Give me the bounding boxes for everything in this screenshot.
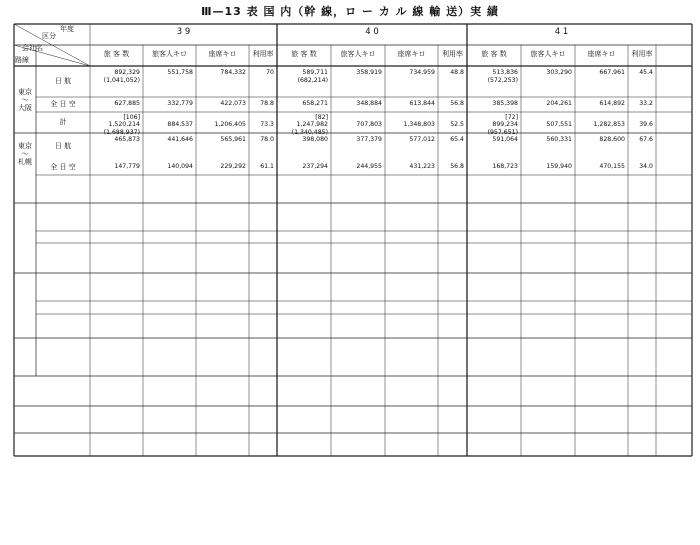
data-cell: 159,940	[546, 163, 572, 170]
data-cell: 204,261	[546, 100, 572, 107]
data-cell: 332,779	[167, 100, 193, 107]
route-label: 路線	[15, 56, 29, 64]
fiscal-year-header: 4 1	[554, 27, 569, 37]
data-cell: 734,959	[409, 69, 435, 76]
company-label: 会社名	[22, 44, 43, 52]
data-cell: 348,884	[356, 100, 382, 107]
route-name: 東京	[18, 142, 32, 150]
kubun-label: 区分	[42, 32, 56, 40]
data-cell: 470,155	[599, 163, 625, 170]
column-header: 旅客人キロ	[530, 50, 566, 58]
data-cell: 56.8	[450, 100, 464, 107]
column-header: 旅客人キロ	[152, 50, 187, 58]
data-cell: 707,803	[356, 121, 382, 128]
data-cell: 377,379	[356, 136, 382, 143]
data-cell: 398,080	[302, 136, 328, 143]
year-label: 年度	[60, 25, 74, 33]
route-name: 〜	[21, 95, 29, 104]
data-cell: 52.5	[450, 121, 464, 128]
data-cell: 56.8	[450, 163, 464, 170]
data-cell: 385,398	[492, 100, 518, 107]
column-header: 座席キロ	[208, 50, 237, 58]
data-cell: 358,919	[356, 69, 382, 76]
column-header: 旅客人キロ	[340, 50, 376, 58]
data-cell: 899,234	[492, 121, 518, 128]
column-header: 利用率	[631, 50, 653, 58]
data-cell: 1,247,982	[296, 121, 328, 128]
yoy-ratio: [72]	[505, 114, 518, 121]
company-name: 全 日 空	[50, 162, 76, 171]
company-name: 日 航	[54, 76, 72, 85]
data-cell: 577,012	[409, 136, 435, 143]
column-header: 旅 客 数	[481, 50, 507, 58]
column-header: 利用率	[442, 50, 463, 58]
data-cell: 1,348,803	[403, 121, 435, 128]
segment-passengers: (1,340,485)	[291, 129, 328, 136]
data-cell: 168,723	[492, 163, 518, 170]
data-cell: 560,331	[546, 136, 572, 143]
data-cell: 48.8	[450, 69, 464, 76]
data-cell: 441,646	[167, 136, 193, 143]
data-cell: 614,892	[599, 100, 625, 107]
segment-passengers: (1,041,052)	[103, 77, 140, 84]
data-cell: 67.6	[639, 136, 653, 143]
data-cell: 627,885	[114, 100, 140, 107]
company-name: 全 日 空	[50, 99, 76, 108]
data-cell: 39.6	[639, 121, 653, 128]
data-cell: 551,758	[167, 69, 193, 76]
data-cell: 565,961	[220, 136, 246, 143]
segment-passengers: (572,253)	[487, 77, 518, 84]
data-cell: 34.0	[639, 163, 653, 170]
data-cell: 828,600	[599, 136, 625, 143]
data-cell: 667,961	[599, 69, 625, 76]
data-cell: 892,329	[114, 69, 140, 76]
data-cell: 422,073	[220, 100, 246, 107]
segment-passengers: (957,651)	[487, 129, 518, 136]
fiscal-year-header: 3 9	[176, 27, 191, 37]
data-cell: 147,779	[114, 163, 140, 170]
data-cell: 613,844	[409, 100, 435, 107]
data-cell: 513,836	[492, 69, 518, 76]
data-cell: 303,290	[546, 69, 572, 76]
data-cell: 45.4	[639, 69, 653, 76]
data-cell: 507,551	[546, 121, 572, 128]
data-cell: 465,873	[114, 136, 140, 143]
column-header: 旅 客 数	[103, 50, 130, 58]
data-cell: 589,711	[302, 69, 328, 76]
data-cell: 237,294	[302, 163, 328, 170]
data-cell: 33.2	[639, 100, 653, 107]
yoy-ratio: [82]	[315, 114, 328, 121]
data-cell: 1,520,214	[108, 121, 140, 128]
column-header: 利用率	[252, 50, 274, 58]
data-cell: 1,282,853	[593, 121, 625, 128]
route-name: 札幌	[18, 158, 32, 166]
data-cell: 658,271	[302, 100, 328, 107]
route-name: 東京	[18, 87, 32, 96]
table-title: Ⅲ—13 表 国 内（幹 線，ロ ー カ ル 線 輸 送）実 績	[201, 5, 499, 18]
yoy-ratio: [106]	[123, 114, 140, 121]
company-name: 計	[59, 117, 67, 126]
data-cell: 140,094	[167, 163, 193, 170]
company-name: 日 航	[54, 141, 72, 150]
column-header: 座席キロ	[587, 50, 616, 58]
column-header: 座席キロ	[397, 50, 426, 58]
segment-passengers: (682,214)	[297, 77, 328, 84]
data-cell: 229,292	[220, 163, 246, 170]
data-cell: 591,064	[492, 136, 518, 143]
data-cell: 784,332	[220, 69, 246, 76]
data-cell: 73.3	[260, 121, 274, 128]
route-name: 大阪	[18, 103, 32, 112]
data-cell: 78.0	[260, 136, 274, 143]
route-name: 〜	[21, 150, 29, 158]
data-cell: 244,955	[356, 163, 382, 170]
data-cell: 78.8	[260, 100, 274, 107]
data-cell: 884,537	[167, 121, 193, 128]
data-cell: 65.4	[450, 136, 464, 143]
fiscal-year-header: 4 0	[365, 27, 379, 37]
data-cell: 70	[266, 69, 274, 76]
column-header: 旅 客 数	[291, 50, 317, 58]
data-cell: 431,223	[409, 163, 435, 170]
data-cell: 61.1	[260, 163, 274, 170]
data-cell: 1,206,405	[214, 121, 246, 128]
segment-passengers: (1,688,937)	[103, 129, 140, 136]
